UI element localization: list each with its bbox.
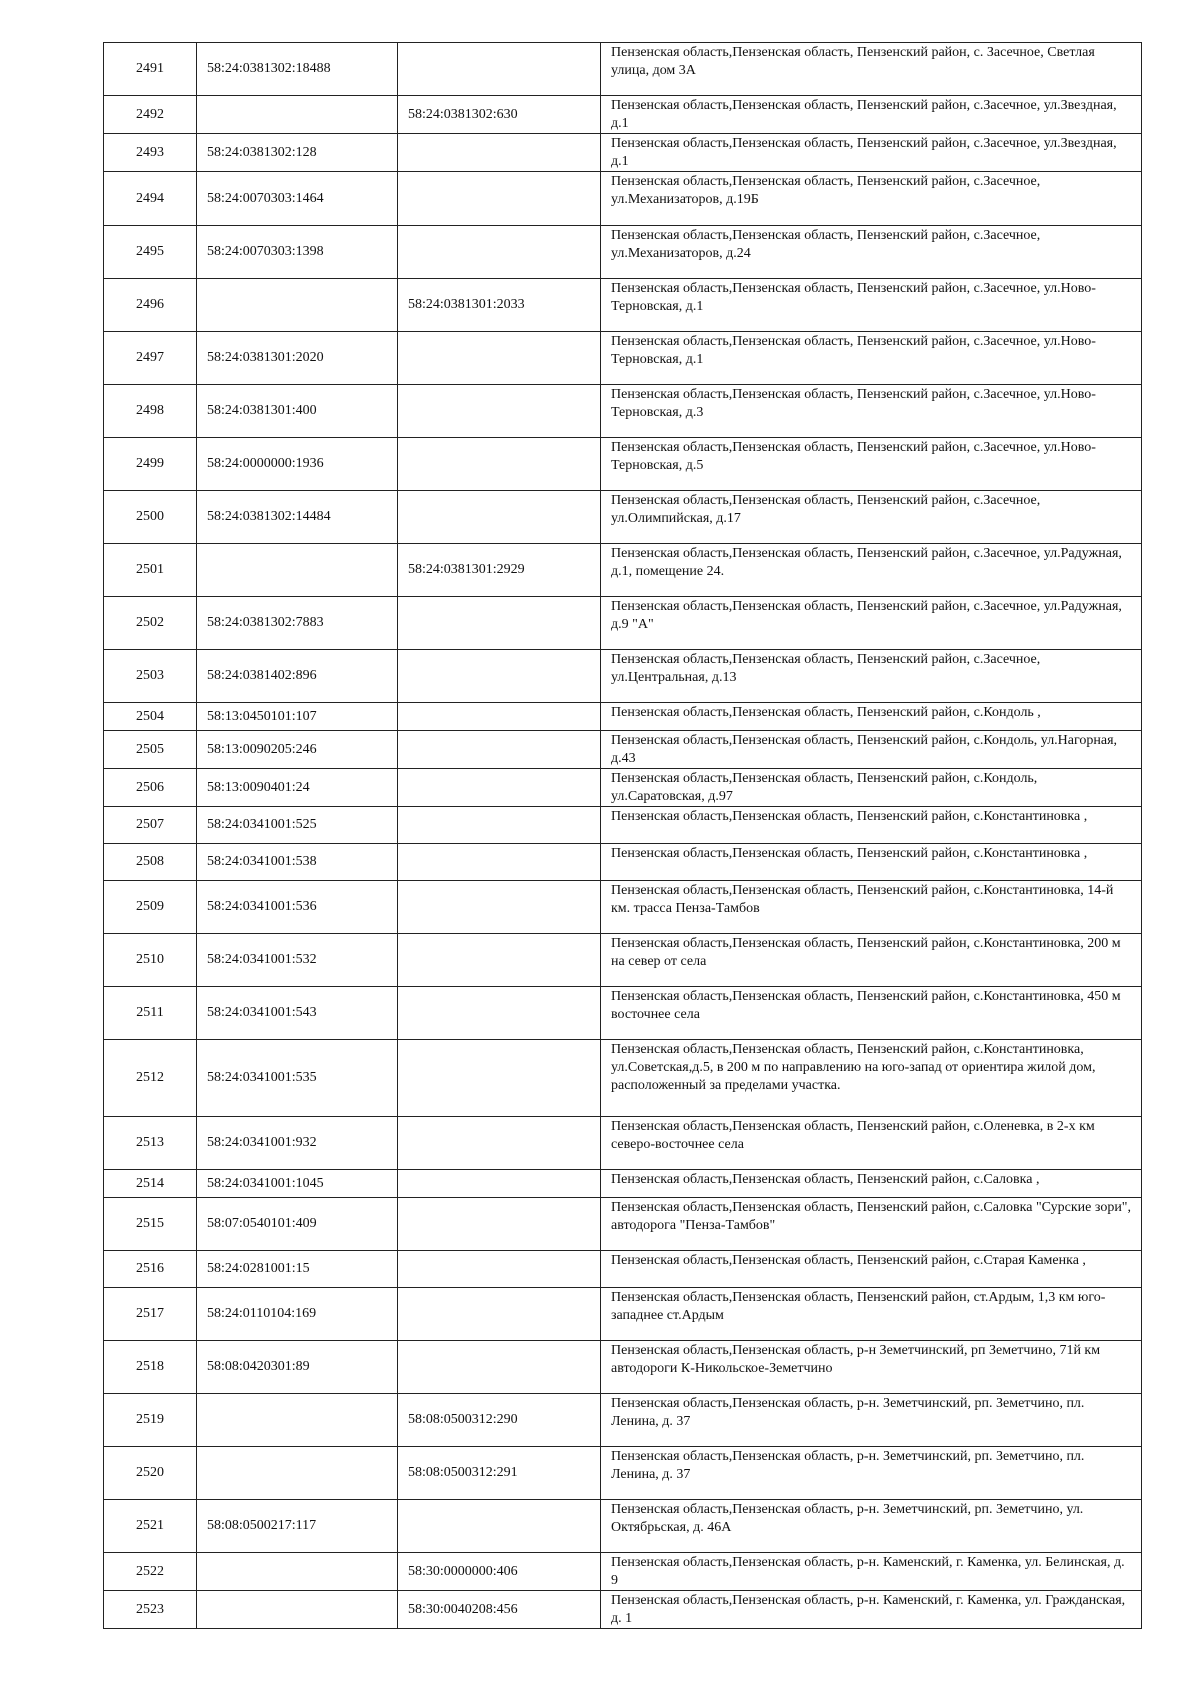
address-cell: Пензенская область,Пензенская область, Пензенский район, с.Засечное, ул.Радужная, д.1, помещение 24. [601,544,1142,597]
address-cell: Пензенская область,Пензенская область, р-н. Земетчинский, рп. Земетчино, пл. Ленина, д. 37 [601,1394,1142,1447]
address-cell: Пензенская область,Пензенская область, р-н. Каменский, г. Каменка, ул. Белинская, д. 9 [601,1553,1142,1591]
row-number: 2512 [104,1040,197,1117]
row-number: 2501 [104,544,197,597]
cadastral-number-land: 58:24:0070303:1398 [197,226,398,279]
address-cell: Пензенская область,Пензенская область, Пензенский район, с.Засечное, ул.Механизаторов, д.19Б [601,172,1142,226]
cadastral-number-land [197,96,398,134]
row-number: 2516 [104,1251,197,1288]
row-number: 2518 [104,1341,197,1394]
table-row [104,703,1142,731]
table-row [104,385,1142,438]
cadastral-number-land [197,544,398,597]
cadastral-number-building [398,1040,601,1117]
address-cell: Пензенская область,Пензенская область, Пензенский район, с.Засечное, ул.Радужная, д.9 "А" [601,597,1142,650]
table-row [104,1040,1142,1117]
row-number: 2497 [104,332,197,385]
table-body [104,43,1142,1629]
row-number: 2500 [104,491,197,544]
cadastral-number-building [398,438,601,491]
table-row [104,43,1142,96]
row-number: 2511 [104,987,197,1040]
row-number: 2523 [104,1591,197,1629]
cadastral-number-building [398,769,601,807]
cadastral-number-land: 58:13:0090205:246 [197,731,398,769]
table-row [104,279,1142,332]
row-number: 2522 [104,1553,197,1591]
cadastral-number-land: 58:24:0381302:128 [197,134,398,172]
address-cell: Пензенская область,Пензенская область, Пензенский район, с.Засечное, ул.Ново-Терновская, д.1 [601,332,1142,385]
cadastral-number-building: 58:24:0381301:2929 [398,544,601,597]
cadastral-number-land: 58:13:0090401:24 [197,769,398,807]
cadastral-number-building [398,1117,601,1170]
row-number: 2521 [104,1500,197,1553]
address-cell: Пензенская область,Пензенская область, Пензенский район, с.Константиновка, 14-й км. трасса Пенза-Тамбов [601,881,1142,934]
address-cell: Пензенская область,Пензенская область, Пензенский район, с.Засечное, ул.Ново-Терновская, д.5 [601,438,1142,491]
table-row [104,544,1142,597]
cadastral-number-building [398,226,601,279]
address-cell: Пензенская область,Пензенская область, Пензенский район, с. Засечное, Светлая улица, дом 3А [601,43,1142,96]
address-cell: Пензенская область,Пензенская область, р-н Земетчинский, рп Земетчино, 71й км автодороги К-Никольское-Земетчино [601,1341,1142,1394]
address-cell: Пензенская область,Пензенская область, Пензенский район, с.Засечное, ул.Звездная, д.1 [601,96,1142,134]
cadastral-number-land: 58:24:0341001:543 [197,987,398,1040]
address-cell: Пензенская область,Пензенская область, Пензенский район, с.Кондоль , [601,703,1142,731]
address-cell: Пензенская область,Пензенская область, р-н. Земетчинский, рп. Земетчино, пл. Ленина, д. 37 [601,1447,1142,1500]
cadastral-number-building: 58:08:0500312:290 [398,1394,601,1447]
table-row [104,731,1142,769]
address-cell: Пензенская область,Пензенская область, Пензенский район, с.Константиновка, ул.Советская,д.5, в 200 м по направлению на юго-запад от ориентира жилой дом, расположенный за пределами участка. [601,1040,1142,1117]
table-row [104,881,1142,934]
cadastral-number-land: 58:08:0420301:89 [197,1341,398,1394]
row-number: 2492 [104,96,197,134]
cadastral-number-land: 58:24:0110104:169 [197,1288,398,1341]
address-cell: Пензенская область,Пензенская область, Пензенский район, с.Засечное, ул.Олимпийская, д.17 [601,491,1142,544]
address-cell: Пензенская область,Пензенская область, Пензенский район, с.Саловка , [601,1170,1142,1198]
cadastral-number-building: 58:24:0381301:2033 [398,279,601,332]
address-cell: Пензенская область,Пензенская область, Пензенский район, с.Константиновка , [601,807,1142,844]
row-number: 2508 [104,844,197,881]
table-row [104,1198,1142,1251]
row-number: 2494 [104,172,197,226]
cadastral-number-building [398,731,601,769]
cadastral-number-land: 58:24:0341001:1045 [197,1170,398,1198]
cadastral-number-building [398,987,601,1040]
table-row [104,172,1142,226]
table-row [104,1553,1142,1591]
row-number: 2507 [104,807,197,844]
row-number: 2505 [104,731,197,769]
address-cell: Пензенская область,Пензенская область, Пензенский район, с.Саловка "Сурские зори", автодорога "Пенза-Тамбов" [601,1198,1142,1251]
table-row [104,987,1142,1040]
table-row [104,597,1142,650]
address-cell: Пензенская область,Пензенская область, Пензенский район, с.Засечное, ул.Звездная, д.1 [601,134,1142,172]
cadastral-number-building [398,881,601,934]
cadastral-number-building: 58:08:0500312:291 [398,1447,601,1500]
row-number: 2495 [104,226,197,279]
cadastral-number-building [398,1198,601,1251]
row-number: 2498 [104,385,197,438]
table-row [104,438,1142,491]
row-number: 2513 [104,1117,197,1170]
row-number: 2520 [104,1447,197,1500]
cadastral-number-land: 58:24:0070303:1464 [197,172,398,226]
cadastral-number-land [197,1447,398,1500]
row-number: 2503 [104,650,197,703]
table-row [104,1500,1142,1553]
cadastral-number-building [398,934,601,987]
row-number: 2504 [104,703,197,731]
cadastral-number-land [197,279,398,332]
cadastral-number-building [398,1170,601,1198]
cadastral-number-building [398,597,601,650]
address-cell: Пензенская область,Пензенская область, Пензенский район, с.Кондоль, ул.Нагорная, д.43 [601,731,1142,769]
address-cell: Пензенская область,Пензенская область, Пензенский район, с.Оленевка, в 2-х км северо-восточнее села [601,1117,1142,1170]
row-number: 2510 [104,934,197,987]
table-row [104,934,1142,987]
row-number: 2491 [104,43,197,96]
cadastral-number-land: 58:24:0341001:932 [197,1117,398,1170]
cadastral-number-building [398,844,601,881]
table-row [104,96,1142,134]
table-row [104,807,1142,844]
cadastral-number-land: 58:24:0341001:535 [197,1040,398,1117]
row-number: 2506 [104,769,197,807]
cadastral-number-building [398,134,601,172]
address-cell: Пензенская область,Пензенская область, Пензенский район, с.Константиновка, 450 м восточнее села [601,987,1142,1040]
cadastral-number-land [197,1591,398,1629]
table-row [104,1341,1142,1394]
table-row [104,1447,1142,1500]
cadastral-number-building: 58:24:0381302:630 [398,96,601,134]
cadastral-number-land: 58:24:0341001:532 [197,934,398,987]
address-cell: Пензенская область,Пензенская область, Пензенский район, ст.Ардым, 1,3 км юго-западнее ст.Ардым [601,1288,1142,1341]
table-row [104,1591,1142,1629]
row-number: 2493 [104,134,197,172]
row-number: 2502 [104,597,197,650]
cadastral-number-land: 58:24:0381301:2020 [197,332,398,385]
cadastral-number-land: 58:13:0450101:107 [197,703,398,731]
table-row [104,1394,1142,1447]
row-number: 2499 [104,438,197,491]
cadastral-number-land: 58:24:0281001:15 [197,1251,398,1288]
cadastral-number-building [398,1251,601,1288]
cadastral-number-building [398,385,601,438]
cadastral-number-building [398,1288,601,1341]
cadastral-number-land: 58:24:0341001:536 [197,881,398,934]
row-number: 2514 [104,1170,197,1198]
address-cell: Пензенская область,Пензенская область, Пензенский район, с.Константиновка, 200 м на север от села [601,934,1142,987]
cadastral-number-building [398,650,601,703]
row-number: 2509 [104,881,197,934]
cadastral-number-land [197,1553,398,1591]
cadastral-number-land: 58:24:0381302:14484 [197,491,398,544]
cadastral-number-building [398,332,601,385]
cadastral-number-building [398,491,601,544]
address-cell: Пензенская область,Пензенская область, р-н. Земетчинский, рп. Земетчино, ул. Октябрьская, д. 46А [601,1500,1142,1553]
address-cell: Пензенская область,Пензенская область, р-н. Каменский, г. Каменка, ул. Гражданская, д. 1 [601,1591,1142,1629]
table-row [104,1170,1142,1198]
address-cell: Пензенская область,Пензенская область, Пензенский район, с.Засечное, ул.Механизаторов, д.24 [601,226,1142,279]
table-row [104,1288,1142,1341]
address-cell: Пензенская область,Пензенская область, Пензенский район, с.Засечное, ул.Ново-Терновская, д.3 [601,385,1142,438]
cadastral-number-building [398,1500,601,1553]
table-row [104,769,1142,807]
table-row [104,226,1142,279]
row-number: 2517 [104,1288,197,1341]
table-row [104,650,1142,703]
address-cell: Пензенская область,Пензенская область, Пензенский район, с.Старая Каменка , [601,1251,1142,1288]
cadastral-number-land: 58:24:0341001:538 [197,844,398,881]
cadastral-number-building [398,1341,601,1394]
cadastral-number-land [197,1394,398,1447]
table-row [104,332,1142,385]
cadastral-number-building: 58:30:0000000:406 [398,1553,601,1591]
cadastral-number-land: 58:24:0381402:896 [197,650,398,703]
address-cell: Пензенская область,Пензенская область, Пензенский район, с.Засечное, ул.Центральная, д.13 [601,650,1142,703]
cadastral-number-land: 58:24:0341001:525 [197,807,398,844]
address-cell: Пензенская область,Пензенская область, Пензенский район, с.Константиновка , [601,844,1142,881]
row-number: 2496 [104,279,197,332]
cadastral-number-land: 58:24:0381302:18488 [197,43,398,96]
cadastral-number-building [398,172,601,226]
row-number: 2519 [104,1394,197,1447]
cadastral-number-land: 58:24:0381301:400 [197,385,398,438]
table-row [104,1251,1142,1288]
table-row [104,134,1142,172]
cadastral-number-building: 58:30:0040208:456 [398,1591,601,1629]
table-row [104,491,1142,544]
property-registry-table [103,42,1142,1629]
cadastral-number-building [398,43,601,96]
row-number: 2515 [104,1198,197,1251]
table-row [104,844,1142,881]
table-row [104,1117,1142,1170]
cadastral-number-land: 58:24:0000000:1936 [197,438,398,491]
address-cell: Пензенская область,Пензенская область, Пензенский район, с.Кондоль, ул.Саратовская, д.97 [601,769,1142,807]
cadastral-number-building [398,807,601,844]
address-cell: Пензенская область,Пензенская область, Пензенский район, с.Засечное, ул.Ново-Терновская, д.1 [601,279,1142,332]
cadastral-number-land: 58:07:0540101:409 [197,1198,398,1251]
cadastral-number-land: 58:24:0381302:7883 [197,597,398,650]
cadastral-number-land: 58:08:0500217:117 [197,1500,398,1553]
cadastral-number-building [398,703,601,731]
